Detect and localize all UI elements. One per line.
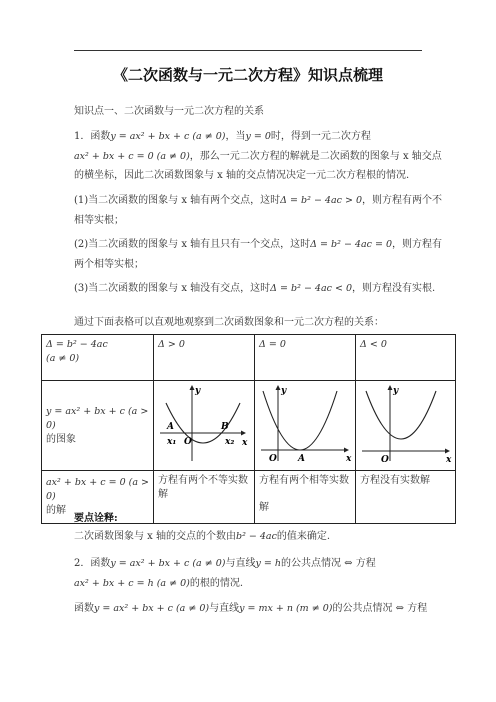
graph-row-formula: y = ax² + bx + c (a > 0) — [46, 405, 149, 431]
x-axis-arrow — [445, 449, 450, 454]
item3-prefix: 函数 — [74, 603, 94, 614]
item2-tail: 的公共点情况 ⇔ 方程 — [280, 558, 376, 569]
label-A: A — [167, 422, 174, 432]
header-positive-label: Δ > 0 — [158, 339, 185, 350]
header-discriminant — [42, 335, 154, 381]
header-zero-label: Δ = 0 — [259, 339, 286, 350]
item1-prefix: 1．函数 — [74, 131, 111, 142]
item2-formula-c: ax² + bx + c = h (a ≠ 0) — [74, 578, 190, 589]
header-positive — [154, 335, 255, 381]
label-x2: x₂ — [225, 437, 235, 447]
y-axis-arrow — [190, 385, 195, 390]
graph-no-root-figure — [356, 381, 456, 465]
graph-one-root — [255, 381, 356, 471]
case1-prefix: (1)当二次函数的图象与 x 轴有两个交点，这时 — [74, 195, 281, 206]
case2-prefix: (2)当二次函数的图象与 x 轴有且只有一个交点，这时 — [74, 239, 311, 250]
y-axis-arrow — [388, 385, 393, 390]
label-O: O — [269, 454, 277, 464]
label-y: y — [281, 386, 287, 396]
case3-prefix: (3)当二次函数的图象与 x 轴没有交点，这时 — [74, 283, 271, 294]
item1-line3: 的横坐标，因此二次函数图象与 x 轴的交点情况决定一元二次方程根的情况. — [74, 170, 410, 181]
table-intro: 通过下面表格可以直观地观察到二次函数图象和一元二次方程的关系： — [74, 317, 384, 328]
header-rule — [74, 50, 422, 51]
x-axis-arrow — [241, 431, 246, 436]
case2-tail: ，则方程有 — [392, 239, 442, 250]
case2-formula: Δ = b² − 4ac = 0 — [310, 239, 392, 250]
label-B: B — [221, 422, 229, 432]
item1-formula-b: y = 0 — [245, 131, 271, 142]
item3-tail: 的公共点情况 ⇔ 方程 — [332, 603, 428, 614]
graph-two-roots — [154, 381, 255, 471]
item2-mid: 与直线 — [225, 558, 256, 569]
case3-tail: ，则方程没有实根. — [352, 283, 436, 294]
relation-table — [41, 334, 456, 524]
item1-line1 — [74, 130, 371, 144]
item1-line2 — [74, 150, 442, 164]
solution-one-root — [255, 471, 356, 524]
header-discriminant-formula: Δ = b² − 4ac — [46, 339, 108, 350]
y-axis-arrow — [276, 385, 281, 390]
item2-line1 — [74, 557, 376, 571]
key-points-text — [74, 530, 330, 544]
label-x: x — [346, 454, 352, 464]
graph-no-root — [356, 381, 456, 471]
header-zero — [255, 335, 356, 381]
solution-two-roots-text: 方程有两个不等实数解 — [158, 475, 248, 500]
item1-formula-a: y = ax² + bx + c (a ≠ 0) — [110, 131, 226, 142]
parabola — [366, 391, 436, 439]
item2-prefix: 2．函数 — [74, 558, 111, 569]
item3-formula-b: y = mx + n (m ≠ 0) — [239, 603, 333, 614]
item2-line2 — [74, 577, 243, 591]
item2-formula-a: y = ax² + bx + c (a ≠ 0) — [110, 558, 226, 569]
item1-line2-tail: ，那么一元二次方程的解就是二次函数的图象与 x 轴交点 — [189, 151, 442, 162]
graph-row-label — [42, 381, 154, 471]
case2-line2: 两个相等实根； — [74, 259, 144, 270]
case1-formula: Δ = b² − 4ac > 0 — [280, 195, 362, 206]
item1-mid: ，当 — [225, 131, 246, 142]
solution-row-formula: ax² + bx + c = 0 (a > 0) — [46, 477, 150, 502]
item3-line1 — [74, 602, 427, 616]
solution-row-caption: 的解 — [46, 505, 66, 516]
label-x1: x₁ — [167, 437, 177, 447]
case1-line1 — [74, 194, 442, 208]
label-y: y — [393, 386, 399, 396]
table-graph-row — [42, 381, 456, 471]
key-text-start: 二次函数图象与 x 轴的交点的个数由 — [74, 531, 236, 542]
page-title: 《二次函数与一元二次方程》知识点梳理 — [112, 66, 383, 84]
solution-one-root-text-end: 解 — [259, 502, 269, 513]
solution-no-root-text: 方程没有实数解 — [360, 475, 430, 486]
item3-formula-a: y = ax² + bx + c (a ≠ 0) — [94, 603, 210, 614]
item2-line2-tail: 的根的情况. — [189, 578, 244, 589]
key-points-heading: 要点诠释: — [74, 513, 118, 524]
label-x: x — [446, 455, 452, 465]
graph-two-roots-figure — [154, 381, 254, 465]
label-A: A — [298, 454, 305, 464]
section-heading: 知识点一、二次函数与一元二次方程的关系 — [74, 106, 264, 117]
item2-formula-b: y = h — [255, 558, 281, 569]
label-y: y — [195, 386, 201, 396]
key-text-end: 的值来确定. — [276, 531, 331, 542]
item1-tail: 时，得到一元二次方程 — [270, 131, 371, 142]
header-negative-label: Δ < 0 — [360, 339, 387, 350]
solution-no-root — [356, 471, 456, 524]
solution-one-root-text: 方程有两个相等实数 — [259, 475, 349, 486]
table-header-row — [42, 335, 456, 381]
graph-row-caption: 的图象 — [46, 433, 76, 445]
key-formula: b² − 4ac — [236, 531, 277, 542]
label-x: x — [242, 438, 248, 448]
header-discriminant-condition: (a ≠ 0) — [46, 353, 80, 364]
label-O: O — [381, 455, 389, 465]
parabola — [263, 391, 337, 450]
solution-two-roots — [154, 471, 255, 524]
case3-formula: Δ = b² − 4ac < 0 — [270, 283, 352, 294]
item1-formula-c: ax² + bx + c = 0 (a ≠ 0) — [74, 151, 190, 162]
case1-tail: ，则方程有两个不 — [362, 195, 442, 206]
case3-line — [74, 282, 435, 296]
case1-line2: 相等实根； — [74, 215, 124, 226]
case2-line1 — [74, 238, 442, 252]
item3-mid: 与直线 — [209, 603, 240, 614]
graph-one-root-figure — [255, 381, 355, 465]
header-negative — [356, 335, 456, 381]
x-axis-arrow — [344, 448, 349, 453]
label-O: O — [184, 437, 192, 447]
